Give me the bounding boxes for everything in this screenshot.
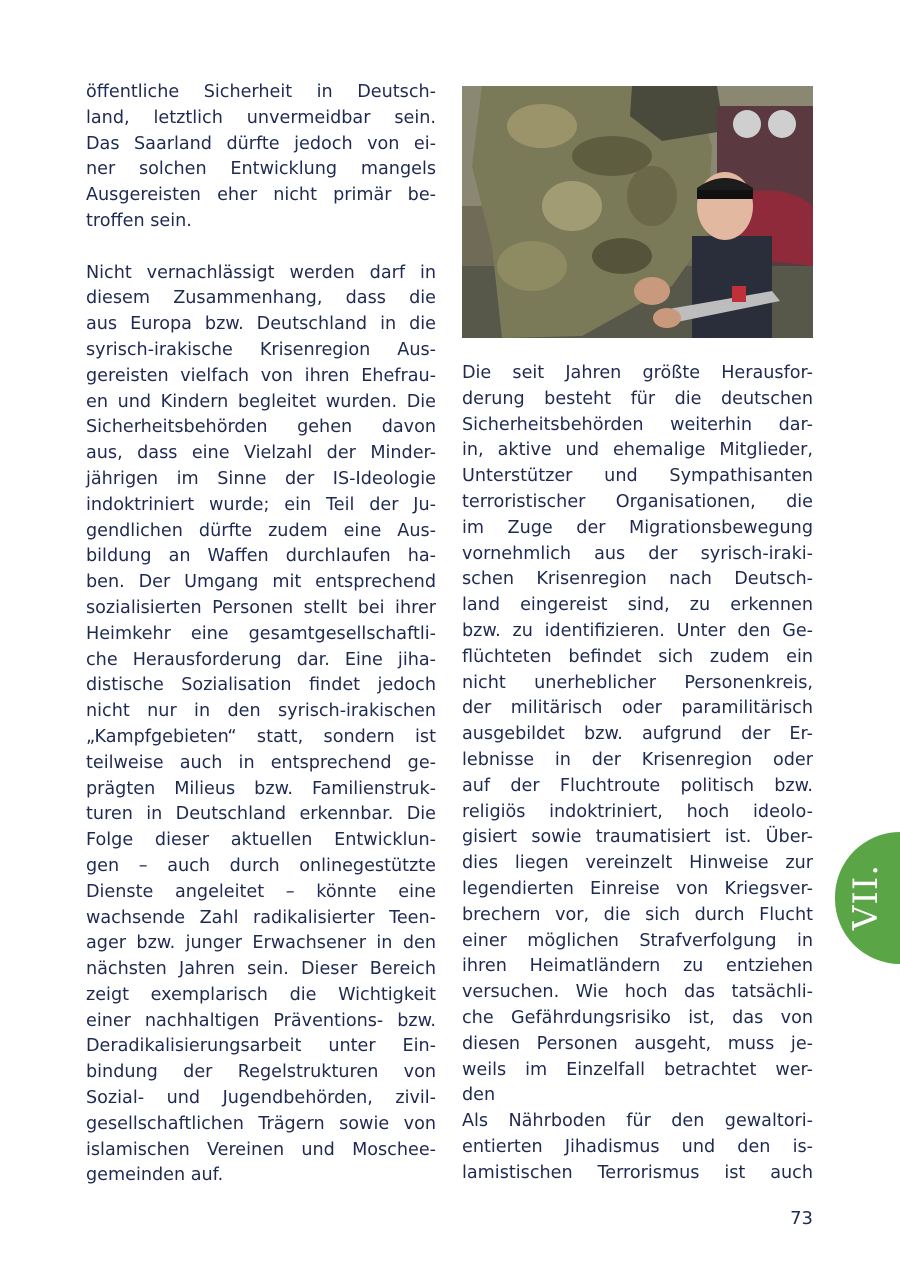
- text-line: religiös indoktriniert, hoch ideolo-: [462, 801, 813, 822]
- text-line: im Zuge der Migrationsbewegung: [462, 517, 813, 538]
- text-line: dies liegen vereinzelt Hinweise zur: [462, 853, 813, 874]
- photo-illustration: [462, 86, 813, 338]
- text-line: Unterstützer und Sympathisanten: [462, 466, 813, 487]
- right-paragraph-2: [462, 1109, 813, 1186]
- text-line: en und Kindern begleitet wurden. Die: [86, 391, 436, 412]
- photo-soldier-with-child: [462, 86, 813, 338]
- text-line: lamistischen Terrorismus ist auch: [462, 1162, 813, 1183]
- text-line: ager bzw. junger Erwachsener in den: [86, 933, 436, 954]
- right-paragraph-1: [462, 361, 813, 1109]
- page-number: 73: [790, 1208, 813, 1229]
- text-line: Heimkehr eine gesamtgesellschaftli-: [86, 623, 436, 644]
- text-line: derung besteht für die deutschen: [462, 388, 813, 409]
- text-line: bildung an Waffen durchlaufen ha-: [86, 546, 436, 567]
- text-line: Dienste angeleitet – könnte eine: [86, 881, 436, 902]
- text-line: einer nachhaltigen Präventions- bzw.: [86, 1010, 436, 1031]
- text-line: land, letztlich unvermeidbar sein.: [86, 107, 436, 128]
- right-column: [462, 361, 813, 1187]
- text-line: versuchen. Wie hoch das tatsächli-: [462, 982, 813, 1003]
- text-line: troffen sein.: [86, 210, 192, 231]
- text-line: den: [462, 1085, 496, 1106]
- text-line: jährigen im Sinne der IS-Ideologie: [86, 468, 436, 489]
- text-line: land eingereist sind, zu erkennen: [462, 595, 813, 616]
- text-line: diesem Zusammenhang, dass die: [86, 288, 436, 309]
- text-line: öffentliche Sicherheit in Deutsch-: [86, 82, 436, 102]
- text-line: nicht unerheblicher Personenkreis,: [462, 672, 813, 693]
- text-line: nicht nur in den syrisch-irakischen: [86, 701, 436, 722]
- text-line: Nicht vernachlässigt werden darf in: [86, 262, 436, 283]
- text-line: schen Krisenregion nach Deutsch-: [462, 569, 813, 590]
- text-line: gesellschaftlichen Trägern sowie von: [86, 1113, 436, 1134]
- text-line: gemeinden auf.: [86, 1165, 224, 1186]
- text-line: gen – auch durch onlinegestützte: [86, 855, 436, 876]
- left-column: [86, 80, 436, 1189]
- text-line: ihren Heimatländern zu entziehen: [462, 956, 813, 977]
- text-line: zeigt exemplarisch die Wichtigkeit: [86, 984, 436, 1005]
- text-line: Ausgereisten eher nicht primär be-: [86, 185, 436, 206]
- text-line: ben. Der Umgang mit entsprechend: [86, 572, 436, 593]
- text-line: ner solchen Entwicklung mangels: [86, 159, 436, 180]
- text-line: Als Nährboden für den gewaltori-: [462, 1111, 813, 1132]
- text-line: flüchteten befindet sich zudem ein: [462, 646, 813, 667]
- text-line: Sicherheitsbehörden weiterhin dar-: [462, 414, 813, 435]
- text-line: Deradikalisierungsarbeit unter Ein-: [86, 1036, 436, 1057]
- text-line: weils im Einzelfall betrachtet wer-: [462, 1059, 813, 1080]
- text-line: islamischen Vereinen und Moschee-: [86, 1139, 436, 1160]
- text-line: che Herausforderung dar. Eine jiha-: [86, 649, 436, 670]
- text-line: gisiert sowie traumatisiert ist. Über-: [462, 827, 813, 848]
- text-line: che Gefährdungsrisiko ist, das von: [462, 1007, 813, 1028]
- text-line: bzw. zu identifizieren. Unter den Ge-: [462, 620, 813, 641]
- text-line: bindung der Regelstrukturen von: [86, 1062, 436, 1083]
- text-line: brechern vor, die sich durch Flucht: [462, 904, 813, 925]
- text-line: einer möglichen Strafverfolgung in: [462, 930, 813, 951]
- text-line: aus Europa bzw. Deutschland in die: [86, 314, 436, 335]
- left-paragraph-1: [86, 80, 436, 235]
- text-line: legendierten Einreise von Kriegsver-: [462, 878, 813, 899]
- text-line: prägten Milieus bzw. Familienstruk-: [86, 778, 436, 799]
- text-line: ausgebildet bzw. aufgrund der Er-: [462, 724, 813, 745]
- text-line: terroristischer Organisationen, die: [462, 491, 813, 512]
- text-line: sozialisierten Personen stellt bei ihrer: [86, 597, 436, 618]
- text-line: in, aktive und ehemalige Mitglieder,: [462, 440, 813, 461]
- text-line: gereisten vielfach von ihren Ehefrau-: [86, 365, 436, 386]
- left-paragraph-2: [86, 261, 436, 1190]
- chapter-label: VII.: [846, 863, 886, 931]
- text-line: auf der Fluchtroute politisch bzw.: [462, 775, 813, 796]
- text-line: Das Saarland dürfte jedoch von ei-: [86, 133, 436, 154]
- text-line: „Kampfgebieten“ statt, sondern ist: [86, 726, 436, 747]
- text-line: wachsende Zahl radikalisierter Teen-: [86, 907, 436, 928]
- text-line: gendlichen dürfte zudem eine Aus-: [86, 520, 436, 541]
- text-line: distische Sozialisation findet jedoch: [86, 675, 436, 696]
- text-line: teilweise auch in entsprechend ge-: [86, 752, 436, 773]
- text-line: diesen Personen ausgeht, muss je-: [462, 1033, 813, 1054]
- text-line: Sicherheitsbehörden gehen davon: [86, 417, 436, 438]
- text-line: lebnisse in der Krisenregion oder: [462, 749, 813, 770]
- text-line: Sozial- und Jugendbehörden, zivil-: [86, 1088, 436, 1109]
- text-line: Folge dieser aktuellen Entwicklun-: [86, 830, 436, 851]
- text-line: nächsten Jahren sein. Dieser Bereich: [86, 959, 436, 980]
- text-line: entierten Jihadismus und den is-: [462, 1136, 813, 1157]
- paragraph-gap: [86, 235, 436, 261]
- text-line: der militärisch oder paramilitärisch: [462, 698, 813, 719]
- text-line: vornehmlich aus der syrisch-iraki-: [462, 543, 813, 564]
- text-line: aus, dass eine Vielzahl der Minder-: [86, 443, 436, 464]
- text-line: Die seit Jahren größte Herausfor-: [462, 363, 813, 383]
- text-line: indoktriniert wurde; ein Teil der Ju-: [86, 494, 436, 515]
- text-line: syrisch-irakische Krisenregion Aus-: [86, 339, 436, 360]
- text-line: turen in Deutschland erkennbar. Die: [86, 804, 436, 825]
